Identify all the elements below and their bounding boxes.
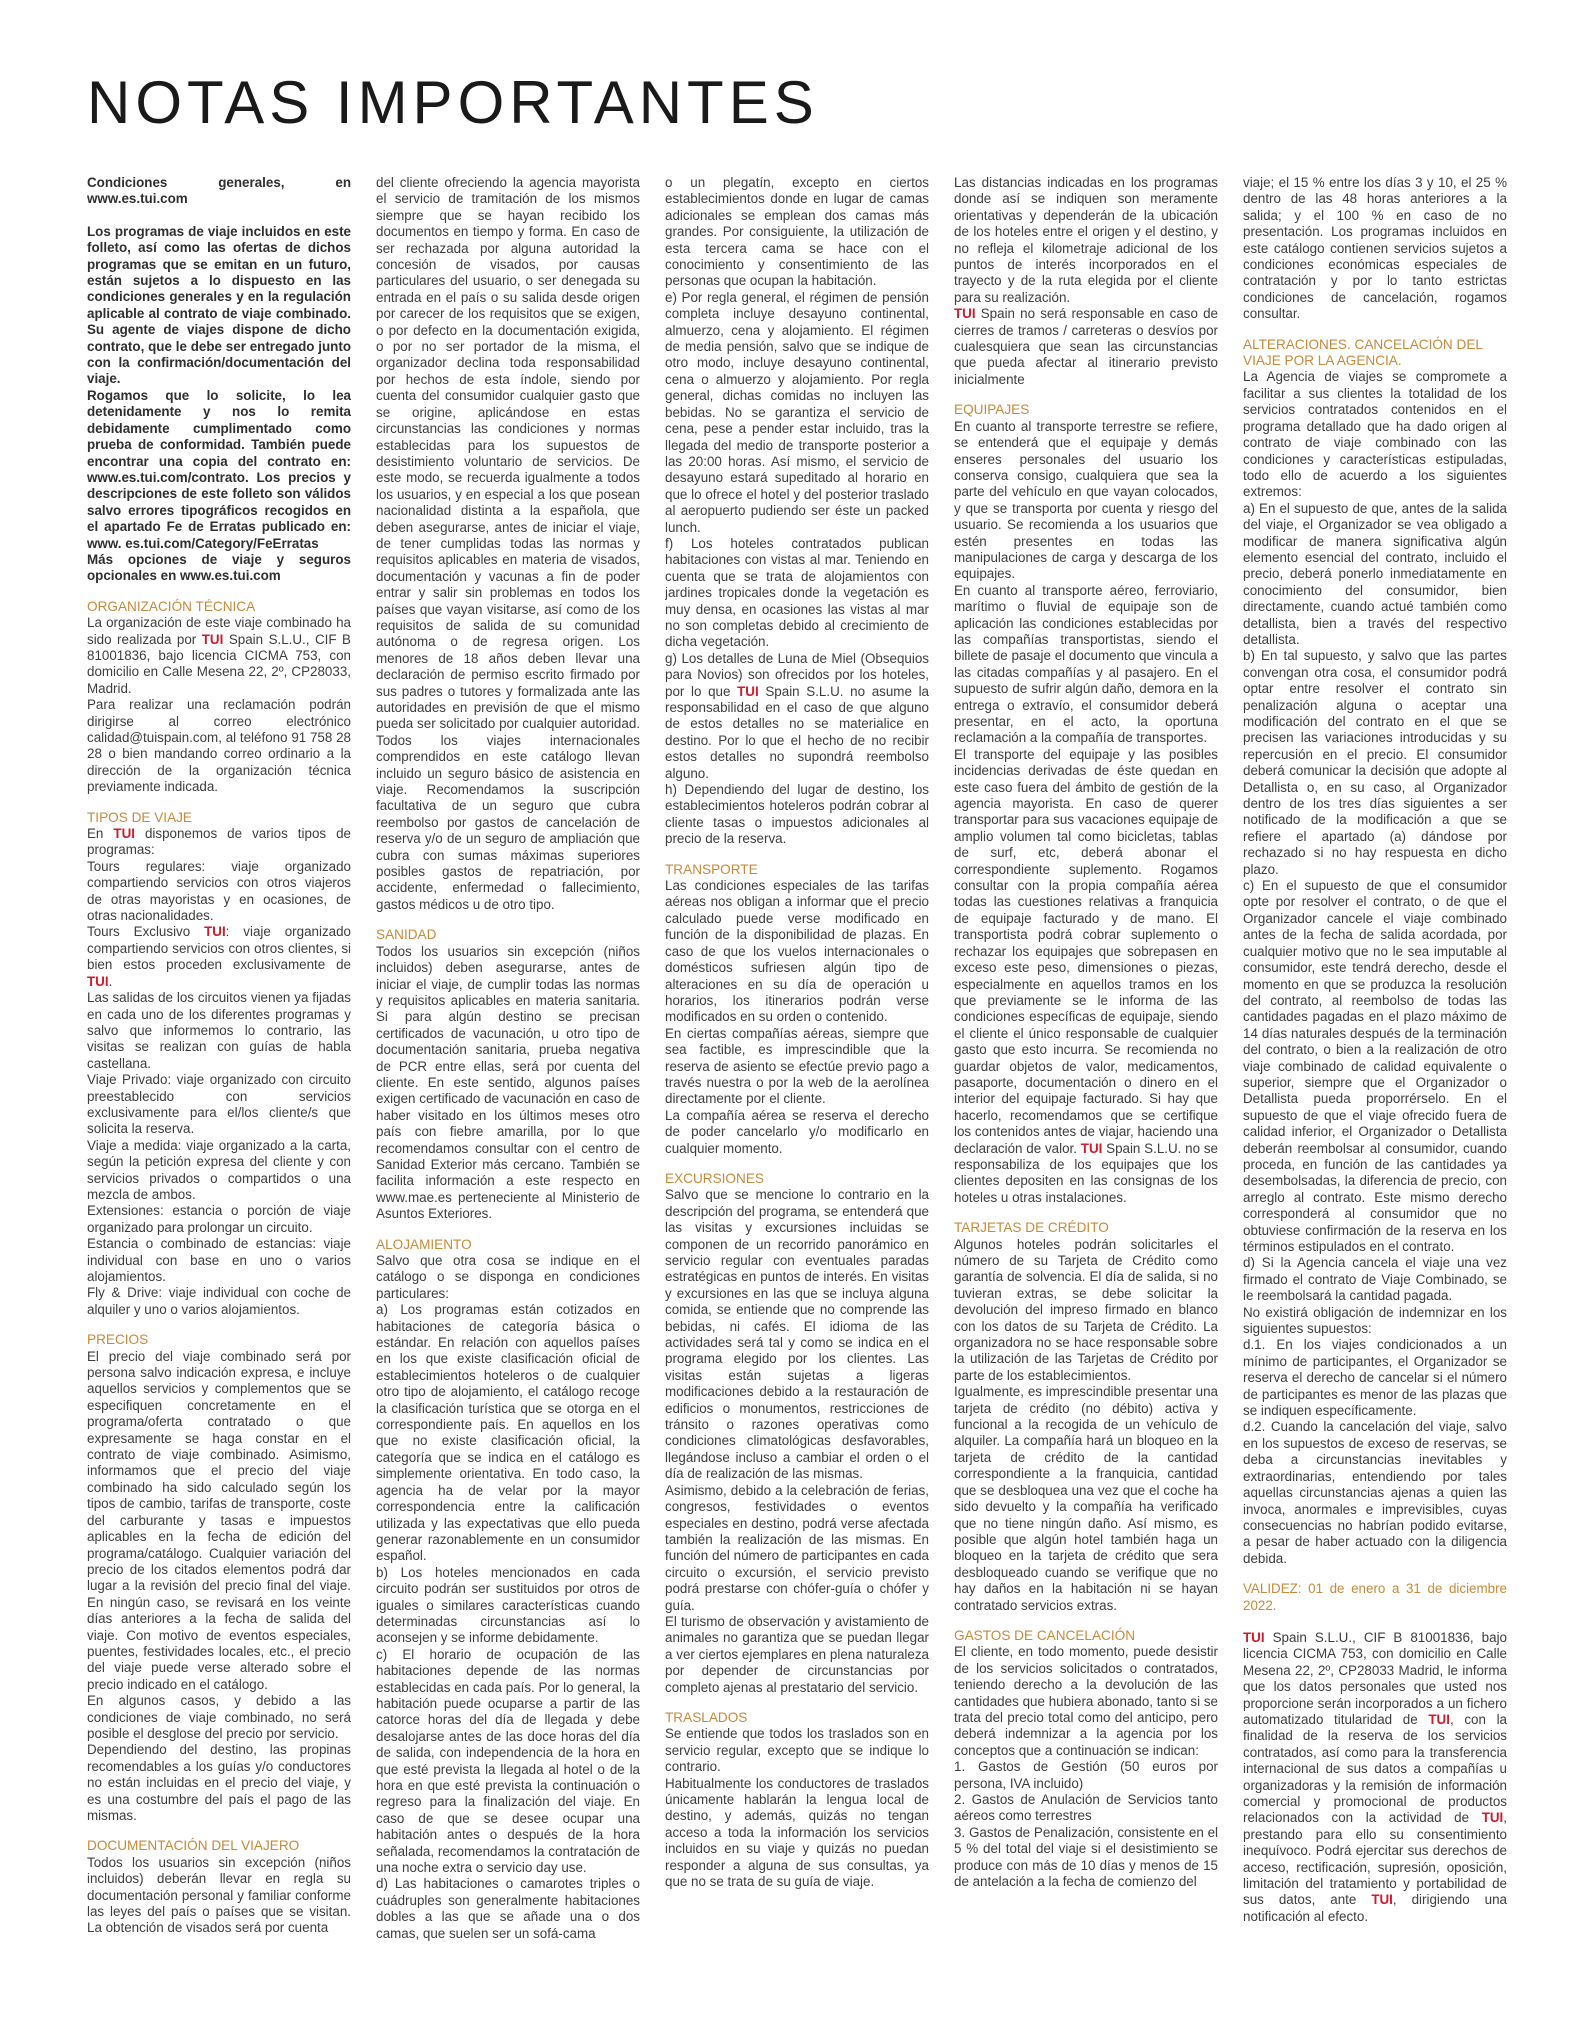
tipos-text-4: Las salidas de los circuitos vienen ya fijadas en cada uno de los diferentes programas y salvo que informemos lo contrario, las visitas se realizan con guías de habla castellana. xyxy=(87,990,351,1071)
alojamiento-a: a) Los programas están cotizados en habitaciones de categoría básica o estándar. En relación con aquellos países en los que existe clasificación oficial de establecimientos hoteleros o de cualquier otro tipo de alojamiento, el catálogo recoge la clasificación turística que se otorga en el correspondiente país. En aquellos en los que no existe clasificación oficial, la categoría que se indica en el catálogo es simplemente orientativa. En todo caso, la agencia ha de velar por la mayor correspondencia entre la calificación utilizada y las expectativas que ello pueda generar razonablemente en un consumidor español. xyxy=(376,1302,640,1564)
tui-brand: TUI xyxy=(1371,1892,1393,1908)
traslados-text-2: Habitualmente los conductores de traslados únicamente hablarán la lengua local de destino, y además, quizás no tengan acceso a toda la información los servicios incluidos en su viaje y quizás no puedan responder a alguna de sus consultas, ya que no se trata de su guía de viaje. xyxy=(665,1775,929,1890)
excursiones-text-2: Asimismo, debido a la celebración de ferias, congresos, festividades o eventos especiales en destino, podrá verse afectada también la realización de las mismas. En función del número de participantes en cada circuito o excursión, el servicio previsto podrá prestarse con chófer-guía o chófer y guía. xyxy=(665,1482,929,1613)
traslados-continued: Las distancias indicadas en los programas donde así se indiquen son meramente orientativas y dependerán de la ubicación de los hoteles entre el origen y el destino, y no refleja el kilometraje adicional de los puntos de interés incorporados en el trayecto y de la ruta elegida por el cliente para su realización. xyxy=(954,175,1218,305)
column-1 xyxy=(87,175,351,2025)
general-conditions-body: Los programas de viaje incluidos en este folleto, así como las ofertas de dichos programas que se emitan en un futuro, están sujetos a lo dispuesto en las condiciones generales y en la regulación aplicable al contrato de viaje combinado. Su agente de viajes dispone de dicho contrato, que le debe ser entregado junto con la confirmación/documentación del viaje. xyxy=(87,223,351,387)
alojamiento-b: b) Los hoteles mencionados en cada circuito podrán ser sustituidos por otros de iguales o similares características cuando determinadas circunstancias así lo aconsejen y se informe debidamente. xyxy=(376,1564,640,1646)
tui-brand: TUI xyxy=(1428,1711,1450,1727)
tui-brand: TUI xyxy=(201,631,224,647)
traslados-text-1: Se entiende que todos los traslados son en servicio regular, excepto que se indique lo contrario. xyxy=(665,1726,929,1775)
alojamiento-intro: Salvo que otra cosa se indique en el catálogo o se disponga en condiciones particulares: xyxy=(376,1253,640,1301)
section-heading-excursiones: EXCURSIONES xyxy=(665,1170,764,1186)
equipajes-text-2: En cuanto al transporte aéreo, ferroviario, marítimo o fluvial de equipaje son de aplicación las condiciones establecidas por las compañías transportistas, siendo el billete de pasaje el documento que vincula a las citadas compañías y al pasajero. En el supuesto de sufrir algún daño, demora en la entrega o extravío, el consumidor deberá presentar, en el acto, la oportuna reclamación a la compañía de transportes. xyxy=(954,582,1218,746)
tipos-text-9: Fly & Drive: viaje individual con coche de alquiler y uno o varios alojamientos. xyxy=(87,1285,351,1317)
tui-brand: TUI xyxy=(113,826,135,842)
alteraciones-c: c) En el supuesto de que el consumidor opte por resolver el contrato, o de que el Organizador cancele el viaje combinado antes de la fecha de salida acordada, por cualquier motivo que no le sea imputable al consumidor, este tendrá derecho, desde el momento en que se produzca la resolución del contrato, al reembolso de todas las cantidades pagadas en el plazo máximo de 14 días naturales después de la terminación del contrato, o bien a la realización de otro viaje combinado de calidad equivalente o superior, siempre que el Organizador o Detallista pueda proporrérselo. En el supuesto de que el viaje ofrecido fuera de calidad inferior, el Organizador o Detallista deberán reembolsar al consumidor, cuando proceda, en función de las cantidades ya desembolsadas, la diferencia de precio, con arreglo al contrato. Este mismo derecho corresponderá al consumidor que no obtuviese confirmación de la reserva en los términos estipulados en el contrato. xyxy=(1243,878,1507,1254)
general-conditions-title: Condiciones generales, en www.es.tui.com xyxy=(87,175,351,207)
data-protection-text: TUI Spain S.L.U., CIF B 81001836, bajo licencia CICMA 753, con domicilio en Calle Mesena 22, 2º, CP28033 Madrid, le informa que los datos personales que usted nos proporcione serán incorporados a un fichero automatizado titularidad de TUI, con la finalidad de la reserva de los servicios contratados, así como para la transferencia internacional de sus datos a compañías u organizadoras y la remisión de información comercial y promocional de productos relacionados con la actividad de TUI, prestando para ello su consentimiento inequívoco. Podrá ejercitar sus derechos de acceso, rectificación, supresión, oposición, limitación del tratamiento y portabilidad de sus datos, ante TUI, dirigiendo una notificación al efecto. xyxy=(1243,1629,1507,1924)
documentacion-continued: del cliente ofreciendo la agencia mayorista el servicio de tramitación de los mismos siempre que se hayan recibido los documentos en tiempo y forma. En caso de ser rechazada por alguna autoridad la concesión de visados, por causas particulares del usuario, o ser denegada su entrada en el país o su salida desde origen por carecer de los requisitos que se exigen, o por defecto en la documentación exigida, o por no ser portador de la misma, el organizador declina toda responsabilidad por hechos de esta índole, siendo por cuenta del consumidor cualquier gasto que se origine, aplicándose en estas circunstancias las condiciones y normas establecidas para los supuestos de desistimiento voluntario de servicios. De este modo, se recuerda igualmente a todos los usuarios, y en especial a los que posean nacionalidad distinta a la española, que deben asegurarse, antes de iniciar el viaje, de tener cumplidas todas las normas y requisitos aplicables en materia de visados, documentación y vacunas a fin de poder entrar y salir sin problemas en todos los países que vayan visitarse, así como de los requisitos de salida de su comunidad autónoma o de regresa origen. Los menores de 18 años deben llevar una declaración de permiso escrito firmado por sus padres o tutores y formalizada ante las autoridades en previsión de que el mismo pueda ser solicitado por cualquier autoridad. Todos los viajes internacionales comprendidos en este catálogo llevan incluido un seguro básico de asistencia en viaje. Recomendamos la suscripción facultativa de un seguro que cubra reembolso por gastos de cancelación de reserva y/o de un seguro de ampliación que cubra con sumas máximas superiores posibles gastos de repatriación, por accidente, enfermedad o fallecimiento, gastos médicos u de otro tipo. xyxy=(376,175,640,912)
excursiones-text-3: El turismo de observación y avistamiento de animales no garantiza que se puedan llegar a ver ciertos ejemplares en plena naturaleza por depender de circunstancias por completo ajenas al prestatario del servicio. xyxy=(665,1613,929,1695)
validez-text: VALIDEZ: 01 de enero a 31 de diciembre 2022. xyxy=(1243,1581,1507,1613)
alteraciones-intro: La Agencia de viajes se compromete a facilitar a sus clientes la totalidad de los servicios contratados contenidos en el programa detallado que ha dado origen al contrato de viaje combinado con las condiciones y características estipuladas, todo ello de acuerdo a los siguientes extremos: xyxy=(1243,369,1507,500)
alteraciones-d1: d.1. En los viajes condicionados a un mínimo de participantes, el Organizador se reserva el derecho de cancelar si el número de participantes es menor de las plazas que se indiquen específicamente. xyxy=(1243,1337,1507,1419)
tui-brand: TUI xyxy=(737,683,759,699)
alojamiento-d-continued: o un plegatín, excepto en ciertos establecimientos donde en lugar de camas adicionales se emplean dos camas más grandes. Por consiguiente, la utilización de esta tercera cama se hace con el conocimiento y consentimiento de las personas que ocupan la habitación. xyxy=(665,175,929,289)
general-conditions-body-3: Más opciones de viaje y seguros opcionales en www.es.tui.com xyxy=(87,551,351,584)
gastos-continued: viaje; el 15 % entre los días 3 y 10, el 25 % dentro de las 48 horas anteriores a la salida; y el 100 % en caso de no presentación. Los programas incluidos en este catálogo contienen servicios sujetos a condiciones económicas especiales de contratación y por lo tanto estrictas condiciones de cancelación, rogamos consultar. xyxy=(1243,175,1507,322)
sanidad-text: Todos los usuarios sin excepción (niños incluidos) deben asegurarse, antes de iniciar el viaje, de cumplir todas las normas y requisitos aplicables en materia sanitaria. Si para algún destino se precisan certificados de vacunación, u otro tipo de documentación sanitaria, prueba negativa de PCR entre ellas, será por cuenta del cliente. En este sentido, algunos países exigen certificado de vacunación en caso de haber visitado en los últimos meses otro país con fiebre amarilla, por lo que recomendamos consultar con el centro de Sanidad Exterior más cercano. También se facilita información a este respecto en www.mae.es perteneciente al Ministerio de Asuntos Exteriores. xyxy=(376,943,640,1222)
tui-brand: TUI xyxy=(204,924,226,940)
text-columns xyxy=(87,175,1507,2025)
tui-brand: TUI xyxy=(1481,1810,1504,1826)
section-heading-transporte: TRANSPORTE xyxy=(665,861,758,877)
section-heading-sanidad: SANIDAD xyxy=(376,927,437,943)
organizacion-reclamacion: Para realizar una reclamación podrán dirigirse al correo electrónico calidad@tuispain.com, al teléfono 91 758 28 28 o bien mandando correo ordinario a la dirección de la organización técnica previamente indicada. xyxy=(87,697,351,795)
alojamiento-f: f) Los hoteles contratados publican habitaciones con vistas al mar. Teniendo en cuenta que se trata de alojamientos con jardines tropicales donde la vegetación es muy densa, en ocasiones las vistas al mar no son completas debido al crecimiento de dicha vegetación. xyxy=(665,535,929,650)
alteraciones-b: b) En tal supuesto, y salvo que las partes convengan otra cosa, el consumidor podrá optar entre resolver el contrato sin penalización alguna o aceptar una modificación del contrato en el que se precisen las variaciones introducidas y su repercusión en el precio. El consumidor deberá comunicar la decisión que adopte al Detallista o, en su caso, al Organizador dentro de los tres días siguientes a ser notificado de la modificación a que se refiere el apartado (a) dándose por rechazado si no hay respuesta en dicho plazo. xyxy=(1243,648,1507,877)
tipos-text-3: Tours Exclusivo TUI: viaje organizado compartiendo servicios con otros clientes, si bien estos proceden exclusivamente de TUI. xyxy=(87,924,351,989)
page-title: NOTAS IMPORTANTES xyxy=(87,69,819,136)
transporte-text-3: La compañía aérea se reserva el derecho de poder cancelarlo y/o modificarlo en cualquier momento. xyxy=(665,1107,929,1156)
tipos-text-7: Extensiones: estancia o porción de viaje organizado para prolongar un circuito. xyxy=(87,1203,351,1235)
gastos-text-4: 3. Gastos de Penalización, consistente en el 5 % del total del viaje si el desistimiento se produce con más de 10 días y menos de 15 de antelación a la fecha de comienzo del xyxy=(954,1824,1218,1890)
alteraciones-d: d) Si la Agencia cancela el viaje una vez firmado el contrato de Viaje Combinado, se le reembolsará la cantidad pagada. xyxy=(1243,1255,1507,1304)
precios-text-1: El precio del viaje combinado será por persona salvo indicación expresa, e incluye aquellos servicios y complementos que se especifiquen concretamente en el programa/oferta contratado o que expresamente se haga constar en el contrato de viaje combinado. Asimismo, informamos que el precio del viaje combinado ha sido calculado según los tipos de cambio, tarifas de transporte, coste del carburante y tasas e impuestos aplicables en la fecha de edición del programa/catálogo. Cualquier variación del precio de los citados elementos podrá dar lugar a la revisión del precio final del viaje. En ningún caso, se revisará en los veinte días anteriores a la fecha de salida del viaje. Con motivo de eventos especiales, puentes, festividades locales, etc., el precio del viaje puede verse alterado sobre el precio indicado en el catálogo. xyxy=(87,1348,351,1692)
tarjetas-text-2: Igualmente, es imprescindible presentar una tarjeta de crédito (no débito) activa y funcional a la recogida de un vehículo de alquiler. La compañía hará un bloqueo en la tarjeta de crédito de la cantidad correspondiente a la franquicia, cantidad que se desbloquea una vez que el coche ha sido devuelto y la compañía ha verificado que no tiene ningún daño. Así mismo, es posible que algún hotel también haga un bloqueo en la tarjeta de crédito que sera desbloqueado cuando se verifique que no hay daños en la habitación ni se hayan contratado servicios extras. xyxy=(954,1384,1218,1613)
alojamiento-h: h) Dependiendo del lugar de destino, los establecimientos hoteleros podrán cobrar al cliente tasas o impuestos adicionales al precio de la reserva. xyxy=(665,782,929,847)
section-heading-alojamiento: ALOJAMIENTO xyxy=(376,1236,472,1252)
section-heading-tarjetas: TARJETAS DE CRÉDITO xyxy=(954,1220,1109,1236)
tui-brand: TUI xyxy=(1243,1629,1265,1645)
alojamiento-e: e) Por regla general, el régimen de pensión completa incluye desayuno continental, almuerzo, cena y alojamiento. El régimen de media pensión, salvo que se indique de otro modo, incluye desayuno continental, cena o almuerzo y alojamiento. Por regla general, dichas comidas no incluyen las bebidas. No se garantiza el servicio de cena, pese a pender estar incluido, tras la llegada del medio de transporte posterior a las 20:00 horas. Así mismo, el servicio de desayuno estará supeditado al horario en que lo ofrece el hotel y del posterior traslado al aeropuerto pudiendo ser éste un packed lunch. xyxy=(665,289,929,535)
alojamiento-c: c) El horario de ocupación de las habitaciones depende de las normas establecidas en cada país. Por lo general, la habitación puede ocuparse a partir de las catorce horas del día de llegada y debe desalojarse antes de las doce horas del día de salida, con independencia de la hora en que esté prevista la llegada al hotel o de la hora en que esté prevista la continuación o regreso para la finalización del viaje. En caso de que se desee ocupar una habitación antes o después de la hora señalada, recomendamos la contratación de una noche extra o servicio day use. xyxy=(376,1646,640,1876)
excursiones-text-1: Salvo que se mencione lo contrario en la descripción del programa, se entenderá que las visitas y excursiones incluidas se componen de un recorrido panorámico en servicio regular con eventuales paradas estratégicas en puntos de interés. En visitas y excursiones en las que se incluya alguna comida, se entiende que no comprende las bebidas, ni cafés. El idioma de las actividades será tal y como se indica en el programa elegido por los clientes. Las visitas están sujetas a ligeras modificaciones debido a la restauración de edificios o monumentos, restricciones de tránsito o razones operativas como condiciones climatológicas desfavorables, llegándose incluso a cambiar el orden o el día de realización de las mismas. xyxy=(665,1187,929,1482)
tipos-text-6: Viaje a medida: viaje organizado a la carta, según la petición expresa del cliente y con servicios privados o compartidos o una mezcla de ambos. xyxy=(87,1137,351,1202)
tui-brand: TUI xyxy=(87,973,109,989)
alojamiento-d: d) Las habitaciones o camarotes triples o cuádruples son generalmente habitaciones dobles a las que se añade una o dos camas, que suelen ser un sofá-cama xyxy=(376,1876,640,1941)
tui-brand: TUI xyxy=(954,306,976,322)
gastos-text-1: El cliente, en todo momento, puede desistir de los servicios solicitados o contratados, teniendo derecho a la devolución de las cantidades que hubiera abonado, tanto si se trata del precio total como del anticipo, pero deberá indemnizar a la agencia por los conceptos que a continuación se indican: xyxy=(954,1644,1218,1758)
section-heading-precios: PRECIOS xyxy=(87,1332,149,1348)
alteraciones-d2: d.2. Cuando la cancelación del viaje, salvo en los supuestos de exceso de reservas, se deba a circunstancias inevitables y extraordinarias, entendiendo por tales aquellas circunstancias ajenas a quien las invoca, anormales e imprevisibles, cuyas consecuencias no habrían podido evitarse, a pesar de haber actuado con la diligencia debida. xyxy=(1243,1419,1507,1566)
section-heading-gastos: GASTOS DE CANCELACIÓN xyxy=(954,1627,1136,1643)
column-3 xyxy=(665,175,929,2025)
column-2 xyxy=(376,175,640,2025)
alteraciones-e: No existirá obligación de indemnizar en los siguientes supuestos: xyxy=(1243,1304,1507,1337)
tipos-text-8: Estancia o combinado de estancias: viaje individual con base en uno o varios alojamientos. xyxy=(87,1236,351,1284)
documentacion-text: Todos los usuarios sin excepción (niños incluidos) deberán llevar en regla su documentación personal y familiar conforme las leyes del país o países que se visitan. La obtención de visados será por cuenta xyxy=(87,1854,351,1936)
section-heading-alteraciones: ALTERACIONES. CANCELACIÓN DEL VIAJE POR LA AGENCIA. xyxy=(1243,336,1483,369)
section-heading-documentacion: DOCUMENTACIÓN DEL VIAJERO xyxy=(87,1838,300,1854)
transporte-text-1: Las condiciones especiales de las tarifas aéreas nos obligan a informar que el precio calculado puede verse modificado en función de la disponibilidad de plazas. En caso de que los vuelos internacionales o domésticos sufriesen algún tipo de alteraciones en su día de operación u horarios, los itinerarios podrán verse modificados en su orden o contenido. xyxy=(665,878,929,1025)
section-heading-equipajes: EQUIPAJES xyxy=(954,402,1030,418)
traslados-tui-note: TUI Spain no será responsable en caso de cierres de tramos / carreteras o desvíos por cualesquiera que sean las circunstancias que pueda afectar al itinerario previsto inicialmente xyxy=(954,306,1218,387)
tarjetas-text-1: Algunos hoteles podrán solicitarles el número de su Tarjeta de Crédito como garantía de solvencia. El día de salida, si no tuvieran extras, se debe solicitar la devolución del impreso firmado en blanco con los datos de su Tarjeta de Crédito. La organizadora no se hace responsable sobre la utilización de las Tarjetas de Crédito por parte de los establecimientos. xyxy=(954,1236,1218,1383)
equipajes-text-1: En cuanto al transporte terrestre se refiere, se entenderá que el equipaje y demás enseres personales del usuario los conserva consigo, cualquiera que sea la parte del vehículo en que vayan colocados, y que se transporta por cuenta y riesgo del usuario. Se recomienda a los usuarios que estén presentes en todas las manipulaciones de carga y descarga de los equipajes. xyxy=(954,418,1218,582)
precios-text-2: En algunos casos, y debido a las condiciones de viaje combinado, no será posible el desglose del precio por servicio. xyxy=(87,1693,351,1741)
tipos-text-5: Viaje Privado: viaje organizado con circuito preestablecido con servicios exclusivamente para el/los cliente/s que solicita la reserva. xyxy=(87,1072,351,1137)
section-heading-tipos: TIPOS DE VIAJE xyxy=(87,809,192,825)
alteraciones-a: a) En el supuesto de que, antes de la salida del viaje, el Organizador se vea obligado a modificar de manera significativa algún elemento esencial del contrato, incluido el precio, deberá ponerlo inmediatamente en conocimiento del consumidor, bien directamente, cuando actué también como detallista, bien a través del respectivo detallista. xyxy=(1243,500,1507,647)
tui-brand: TUI xyxy=(1080,1140,1103,1156)
gastos-text-2: 1. Gastos de Gestión (50 euros por persona, IVA incluido) xyxy=(954,1759,1218,1791)
column-5 xyxy=(1243,175,1507,2025)
column-4 xyxy=(954,175,1218,2025)
section-heading-traslados: TRASLADOS xyxy=(665,1709,748,1725)
equipajes-text-3: El transporte del equipaje y las posibles incidencias derivadas de éste quedan en este caso fuera del ámbito de gestión de la agencia mayorista. En caso de querer transportar para sus vacaciones equipaje de amplio volumen tal como bicicletas, tablas de surf, etc, deberá abonar el correspondiente suplemento. Rogamos consultar con la propia compañía aérea todas las cuestiones relativas a franquicia de equipaje facturado y de mano. El transportista podrá cobrar suplemento o rechazar los equipajes que sobrepasen en exceso este peso, dimensiones o piezas, especialmente en aquellos tramos en los que previamente se le informa de las condiciones específicas de equipaje, siendo el cliente el único responsable de cualquier gasto que esto incurra. Se recomienda no guardar objetos de valor, medicamentos, pasaporte, documentación o dinero en el interior del equipaje facturado. Si hay que hacerlo, recomendamos que se certifique los contenidos antes de viajar, haciendo una declaración de valor. TUI Spain S.L.U. no se responsabiliza de los equipajes que los clientes depositen en las consignas de los hoteles u otras instalaciones. xyxy=(954,746,1218,1205)
precios-text-3: Dependiendo del destino, las propinas recomendables a los guías y/o conductores no están incluidas en el precio del viaje, y es una costumbre del país el pago de las mismas. xyxy=(87,1742,351,1823)
section-heading-organizacion: ORGANIZACIÓN TÉCNICA xyxy=(87,598,256,614)
alojamiento-g: g) Los detalles de Luna de Miel (Obsequios para Novios) son ofrecidos por los hoteles, por lo que TUI Spain S.L.U. no asume la responsabilidad en el caso de que alguno de estos detalles no se materialice en destino. Por lo que el hecho de no recibir estos detalles no supondrá reembolso alguno. xyxy=(665,650,929,781)
tipos-text-1: En TUI disponemos de varios tipos de programas: xyxy=(87,826,351,858)
tipos-text-2: Tours regulares: viaje organizado compartiendo servicios con otros viajeros de otras mayoristas y en ocasiones, de otras nacionalidades. xyxy=(87,858,351,924)
general-conditions-body-2: Rogamos que lo solicite, lo lea detenidamente y nos lo remita debidamente cumplimentado como prueba de conformidad. También puede encontrar una copia del contrato en: www.es.tui.com/contrato. Los precios y descripciones de este folleto son válidos salvo errores tipográficos recogidos en el apartado Fe de Erratas publicado en: www. es.tui.com/Category/FeErratas xyxy=(87,387,351,551)
gastos-text-3: 2. Gastos de Anulación de Servicios tanto aéreos como terrestres xyxy=(954,1792,1218,1824)
transporte-text-2: En ciertas compañías aéreas, siempre que sea factible, es imprescindible que la reserva de asiento se efectúe previo pago a través nuestra o por la web de la aerolínea directamente por el cliente. xyxy=(665,1025,929,1107)
organizacion-text: La organización de este viaje combinado ha sido realizada por TUI Spain S.L.U., CIF B 81001836, bajo licencia CICMA 753, con domicilio en Calle Mesena 22, 2º, CP28033, Madrid. xyxy=(87,615,351,696)
